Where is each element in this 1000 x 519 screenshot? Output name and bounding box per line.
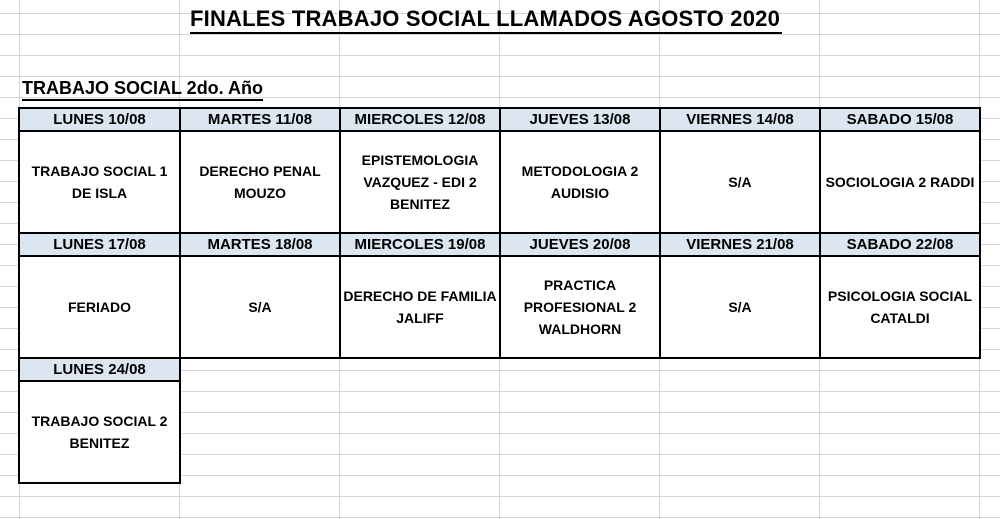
day-header[interactable]: MARTES 11/08 bbox=[180, 108, 340, 131]
exam-cell[interactable]: PSICOLOGIA SOCIAL CATALDI bbox=[820, 256, 980, 358]
empty-cell[interactable] bbox=[340, 381, 500, 483]
exam-cell[interactable]: DERECHO DE FAMILIA JALIFF bbox=[340, 256, 500, 358]
day-header[interactable]: JUEVES 20/08 bbox=[500, 233, 660, 256]
empty-cell[interactable] bbox=[660, 381, 820, 483]
exam-cell[interactable]: TRABAJO SOCIAL 2 BENITEZ bbox=[19, 381, 180, 483]
week-2-header-row bbox=[19, 233, 980, 256]
exam-cell[interactable]: S/A bbox=[660, 256, 820, 358]
week-3-header-row bbox=[19, 358, 980, 381]
day-header[interactable]: SABADO 22/08 bbox=[820, 233, 980, 256]
day-header[interactable]: MIERCOLES 12/08 bbox=[340, 108, 500, 131]
exam-cell[interactable]: DERECHO PENAL MOUZO bbox=[180, 131, 340, 233]
empty-cell[interactable] bbox=[500, 381, 660, 483]
exam-cell[interactable]: S/A bbox=[180, 256, 340, 358]
empty-cell[interactable] bbox=[820, 358, 980, 381]
week-3-exam-row bbox=[19, 381, 980, 483]
exam-cell[interactable]: FERIADO bbox=[19, 256, 180, 358]
section-title: TRABAJO SOCIAL 2do. Año bbox=[22, 77, 263, 101]
empty-cell[interactable] bbox=[820, 381, 980, 483]
empty-cell[interactable] bbox=[180, 381, 340, 483]
exam-cell[interactable]: S/A bbox=[660, 131, 820, 233]
exam-schedule-table bbox=[18, 107, 981, 484]
day-header[interactable]: MIERCOLES 19/08 bbox=[340, 233, 500, 256]
empty-cell[interactable] bbox=[340, 358, 500, 381]
week-2-exam-row bbox=[19, 256, 980, 358]
exam-cell[interactable]: PRACTICA PROFESIONAL 2 WALDHORN bbox=[500, 256, 660, 358]
empty-cell[interactable] bbox=[180, 358, 340, 381]
day-header[interactable]: VIERNES 21/08 bbox=[660, 233, 820, 256]
sheet-title: FINALES TRABAJO SOCIAL LLAMADOS AGOSTO 2020 bbox=[190, 6, 782, 34]
day-header[interactable]: LUNES 24/08 bbox=[19, 358, 180, 381]
week-1-header-row bbox=[19, 108, 980, 131]
day-header[interactable]: JUEVES 13/08 bbox=[500, 108, 660, 131]
exam-cell[interactable]: EPISTEMOLOGIA VAZQUEZ - EDI 2 BENITEZ bbox=[340, 131, 500, 233]
exam-cell[interactable]: METODOLOGIA 2 AUDISIO bbox=[500, 131, 660, 233]
empty-cell[interactable] bbox=[660, 358, 820, 381]
day-header[interactable]: LUNES 17/08 bbox=[19, 233, 180, 256]
day-header[interactable]: VIERNES 14/08 bbox=[660, 108, 820, 131]
exam-cell[interactable]: TRABAJO SOCIAL 1 DE ISLA bbox=[19, 131, 180, 233]
day-header[interactable]: MARTES 18/08 bbox=[180, 233, 340, 256]
exam-cell[interactable]: SOCIOLOGIA 2 RADDI bbox=[820, 131, 980, 233]
day-header[interactable]: SABADO 15/08 bbox=[820, 108, 980, 131]
week-1-exam-row bbox=[19, 131, 980, 233]
empty-cell[interactable] bbox=[500, 358, 660, 381]
day-header[interactable]: LUNES 10/08 bbox=[19, 108, 180, 131]
